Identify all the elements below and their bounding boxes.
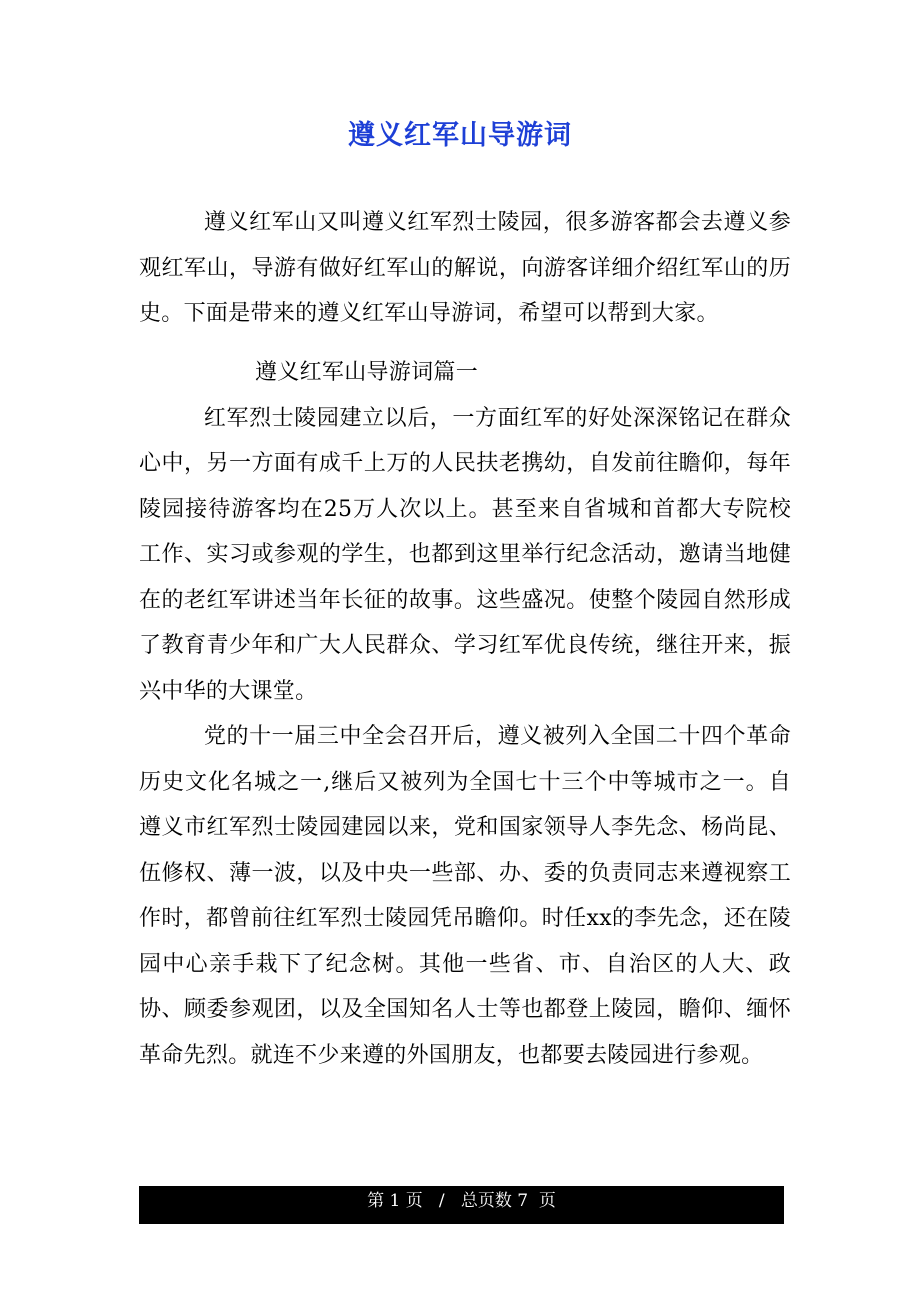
section-heading: 遵义红军山导游词篇一 bbox=[255, 360, 479, 385]
body-paragraph-1: 红军烈士陵园建立以后，一方面红军的好处深深铭记在群众心中，另一方面有成千上万的人民扶老携幼，自发前往瞻仰，每年陵园接待游客均在25万人次以上。甚至来自省城和首都大专院校工作、实习或参观的学生，也都到这里举行纪念活动，邀请当地健在的老红军讲述当年长征的故事。这些盛况。使整个陵园自然形成了教育青少年和广大人民群众、学习红军优良传统，继往开来，振兴中华的大课堂。 bbox=[139, 405, 791, 704]
page-number-text: 第 1 页 / 总页数 7 页 bbox=[367, 1191, 556, 1211]
body-paragraph-2: 党的十一届三中全会召开后，遵义被列入全国二十四个革命历史文化名城之一,继后又被列为全国七十三个中等城市之一。自遵义市红军烈士陵园建园以来，党和国家领导人李先念、杨尚昆、伍修权、薄一波，以及中央一些部、办、委的负责同志来遵视察工作时，都曾前往红军烈士陵园凭吊瞻仰。时任xx的李先念，还在陵园中心亲手栽下了纪念树。其他一些省、市、自治区的人大、政协、顾委参观团，以及全国知名人士等也都登上陵园，瞻仰、缅怀革命先烈。就连不少来遵的外国朋友，也都要去陵园进行参观。 bbox=[139, 724, 791, 1068]
page-footer bbox=[139, 1186, 784, 1224]
section-block bbox=[139, 350, 791, 1078]
document-title: 遵义红军山导游词 bbox=[348, 120, 572, 151]
intro-paragraph: 遵义红军山又叫遵义红军烈士陵园，很多游客都会去遵义参观红军山，导游有做好红军山的解说，向游客详细介绍红军山的历史。下面是带来的遵义红军山导游词，希望可以帮到大家。 bbox=[139, 210, 791, 326]
intro-block bbox=[139, 200, 791, 337]
